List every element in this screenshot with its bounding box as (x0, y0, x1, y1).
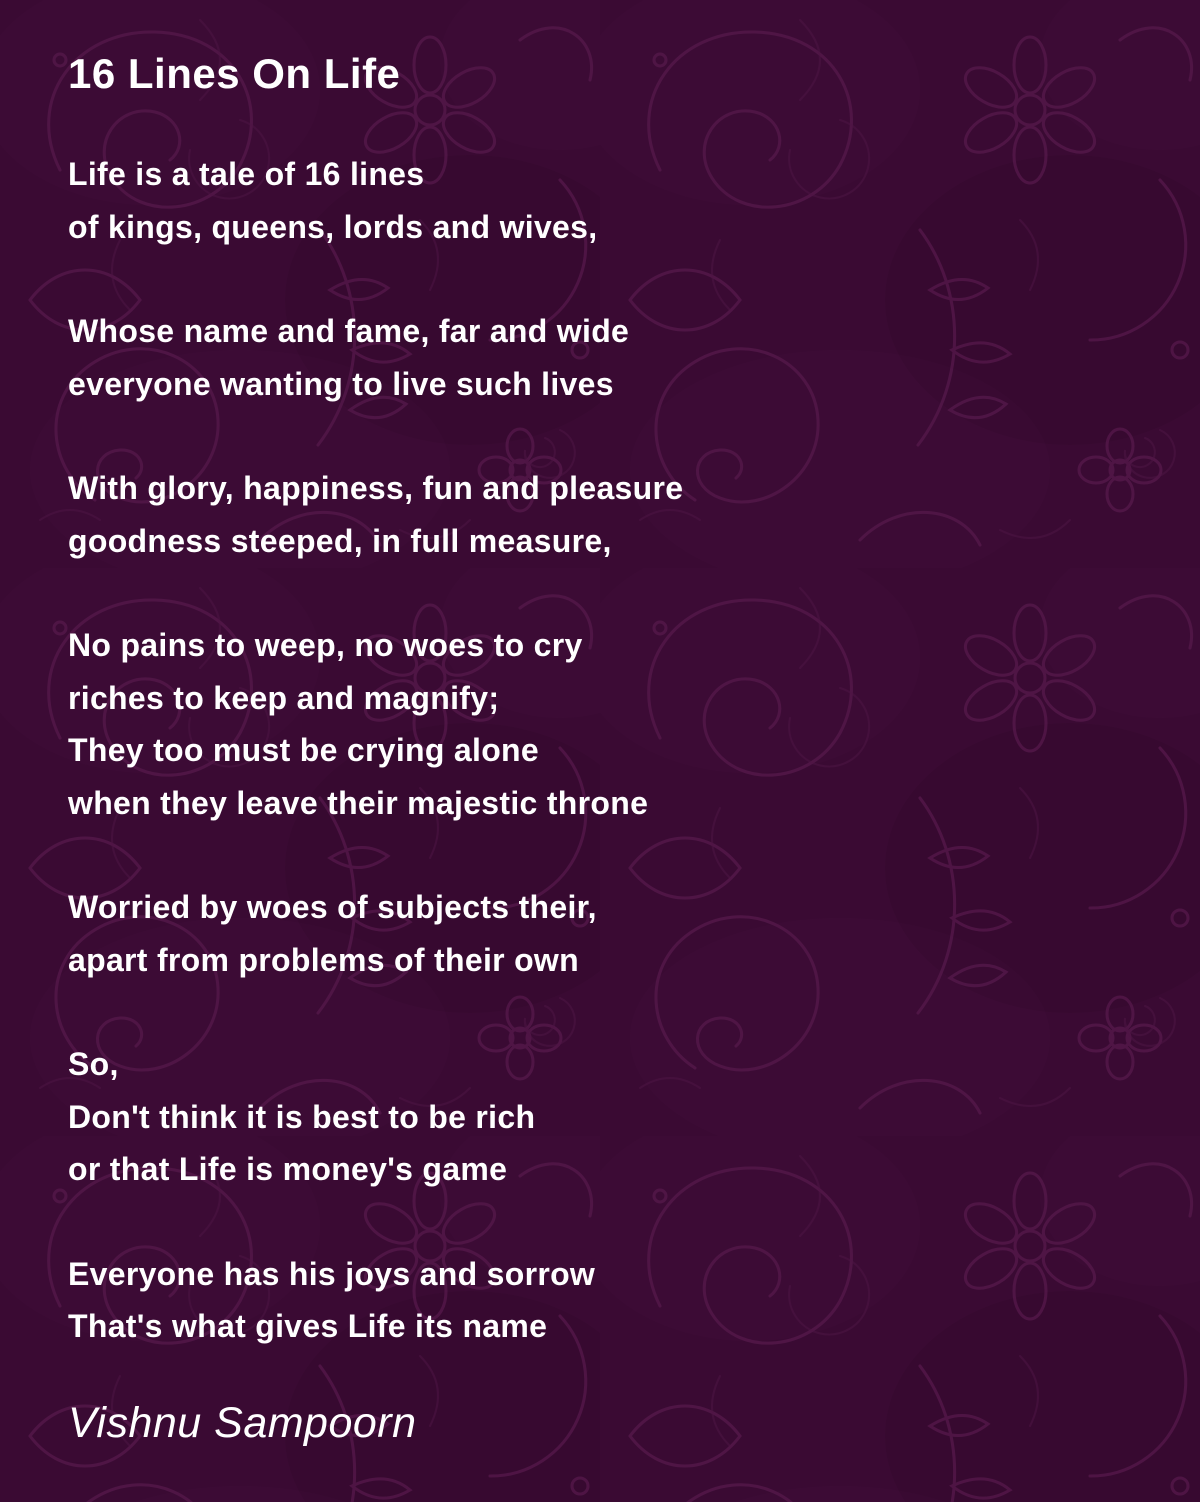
stanza-7 (68, 1248, 1158, 1353)
poem-author: Vishnu Sampoorn (68, 1398, 417, 1447)
poem-page (68, 0, 1158, 1449)
poem-line: With glory, happiness, fun and pleasure (68, 470, 684, 506)
poem-line: Whose name and fame, far and wide (68, 313, 630, 349)
poem-line: They too must be crying alone (68, 732, 539, 768)
poem-line: No pains to weep, no woes to cry (68, 627, 583, 663)
poem-line: when they leave their majestic throne (68, 784, 649, 821)
poem-line: apart from problems of their own (68, 941, 579, 978)
poem-line: goodness steeped, in full measure, (68, 522, 612, 559)
poem-line: That's what gives Life its name (68, 1308, 548, 1344)
poem-line: Don't think it is best to be rich (68, 1098, 536, 1135)
stanza-6 (68, 1038, 1158, 1196)
poem-line: Life is a tale of 16 lines (68, 156, 425, 192)
poem-line: So, (68, 1046, 119, 1082)
poem-title: 16 Lines On Life (68, 50, 401, 97)
stanza-5 (68, 881, 1158, 986)
poem-line: Everyone has his joys and sorrow (68, 1255, 596, 1292)
poem-line: of kings, queens, lords and wives, (68, 208, 598, 245)
stanza-3 (68, 462, 1158, 567)
poem-line: riches to keep and magnify; (68, 679, 500, 716)
stanza-1 (68, 148, 1158, 253)
poem-line: or that Life is money's game (68, 1151, 508, 1187)
stanza-4 (68, 619, 1158, 829)
stanza-2 (68, 305, 1158, 410)
poem-line: Worried by woes of subjects their, (68, 889, 597, 925)
poem-line: everyone wanting to live such lives (68, 365, 614, 402)
